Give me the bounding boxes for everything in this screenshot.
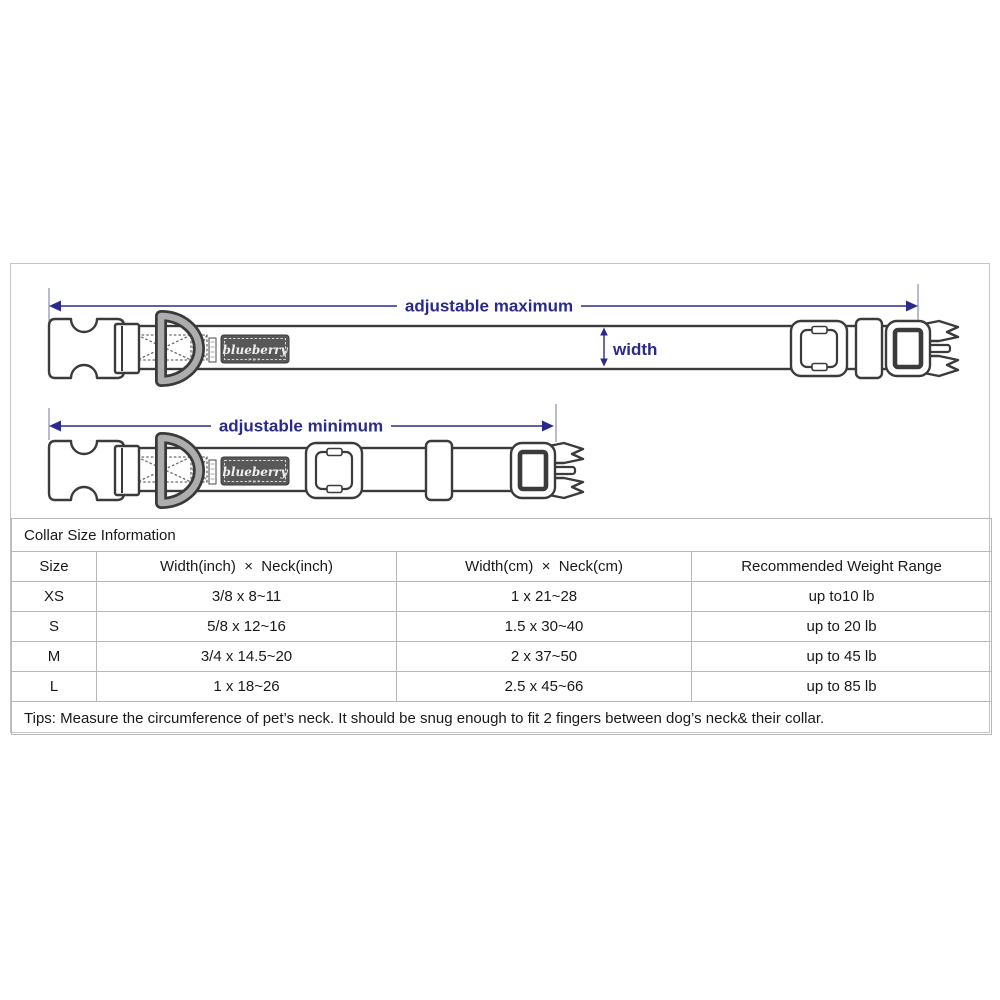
collar-info-panel xyxy=(10,263,990,733)
adjustable-maximum-label: adjustable maximum xyxy=(404,296,574,316)
table-row-l xyxy=(12,672,992,702)
brand-patch xyxy=(221,457,289,485)
cell-inch: 1 x 18~26 xyxy=(97,672,397,702)
arrow-left-icon xyxy=(49,301,61,312)
buckle-bracket xyxy=(115,324,139,373)
keeper-loop xyxy=(426,441,452,500)
cell-inch: 3/8 x 8~11 xyxy=(97,582,397,612)
brand-sub-label: PET xyxy=(248,479,262,484)
arrow-right-icon xyxy=(906,301,918,312)
cell-weight: up to 20 lb xyxy=(692,612,992,642)
adjustable-minimum-label: adjustable minimum xyxy=(218,416,384,436)
cell-size: XS xyxy=(12,582,97,612)
cell-weight: up to 85 lb xyxy=(692,672,992,702)
cell-inch: 5/8 x 12~16 xyxy=(97,612,397,642)
buckle-female xyxy=(49,319,124,378)
buckle-bracket xyxy=(115,446,139,495)
brand-label: blueberry xyxy=(222,465,288,479)
brand-sub-label: PET xyxy=(248,357,262,362)
collar-min xyxy=(49,404,583,503)
care-tag xyxy=(209,338,216,362)
brand-label: blueberry xyxy=(222,343,288,357)
cell-size: S xyxy=(12,612,97,642)
width-label: width xyxy=(613,340,658,359)
collar-max xyxy=(49,284,958,381)
arrow-right-icon xyxy=(542,421,554,432)
arrow-left-icon xyxy=(49,421,61,432)
table-title-row xyxy=(12,519,992,552)
table-tips: Tips: Measure the circumference of pet’s neck. It should be snug enough to fit 2 fingers between dog’s neck& their collar. xyxy=(12,702,992,735)
table-header-row xyxy=(12,552,992,582)
col-header-width-cm: Width(cm) × Neck(cm) xyxy=(397,552,692,582)
brand-patch xyxy=(221,335,289,363)
buckle-male xyxy=(511,443,583,498)
cell-cm: 2.5 x 45~66 xyxy=(397,672,692,702)
col-header-size: Size xyxy=(12,552,97,582)
dimension-arrow-min xyxy=(49,404,556,442)
care-tag xyxy=(209,460,216,484)
col-header-weight: Recommended Weight Range xyxy=(692,552,992,582)
table-row-s xyxy=(12,612,992,642)
table-row-m xyxy=(12,642,992,672)
size-table xyxy=(11,518,992,735)
cell-size: M xyxy=(12,642,97,672)
buckle-male xyxy=(886,321,958,376)
buckle-female xyxy=(49,441,124,500)
keeper-loop xyxy=(856,319,882,378)
table-tips-row xyxy=(12,702,992,735)
cell-weight: up to 45 lb xyxy=(692,642,992,672)
tri-glide-slider xyxy=(791,321,847,376)
cell-size: L xyxy=(12,672,97,702)
table-title: Collar Size Information xyxy=(12,519,992,552)
tri-glide-slider xyxy=(306,443,362,498)
cell-inch: 3/4 x 14.5~20 xyxy=(97,642,397,672)
cell-cm: 1 x 21~28 xyxy=(397,582,692,612)
col-header-width-inch: Width(inch) × Neck(inch) xyxy=(97,552,397,582)
cell-cm: 1.5 x 30~40 xyxy=(397,612,692,642)
cell-weight: up to10 lb xyxy=(692,582,992,612)
table-row-xs xyxy=(12,582,992,612)
collar-diagram xyxy=(11,264,989,518)
cell-cm: 2 x 37~50 xyxy=(397,642,692,672)
